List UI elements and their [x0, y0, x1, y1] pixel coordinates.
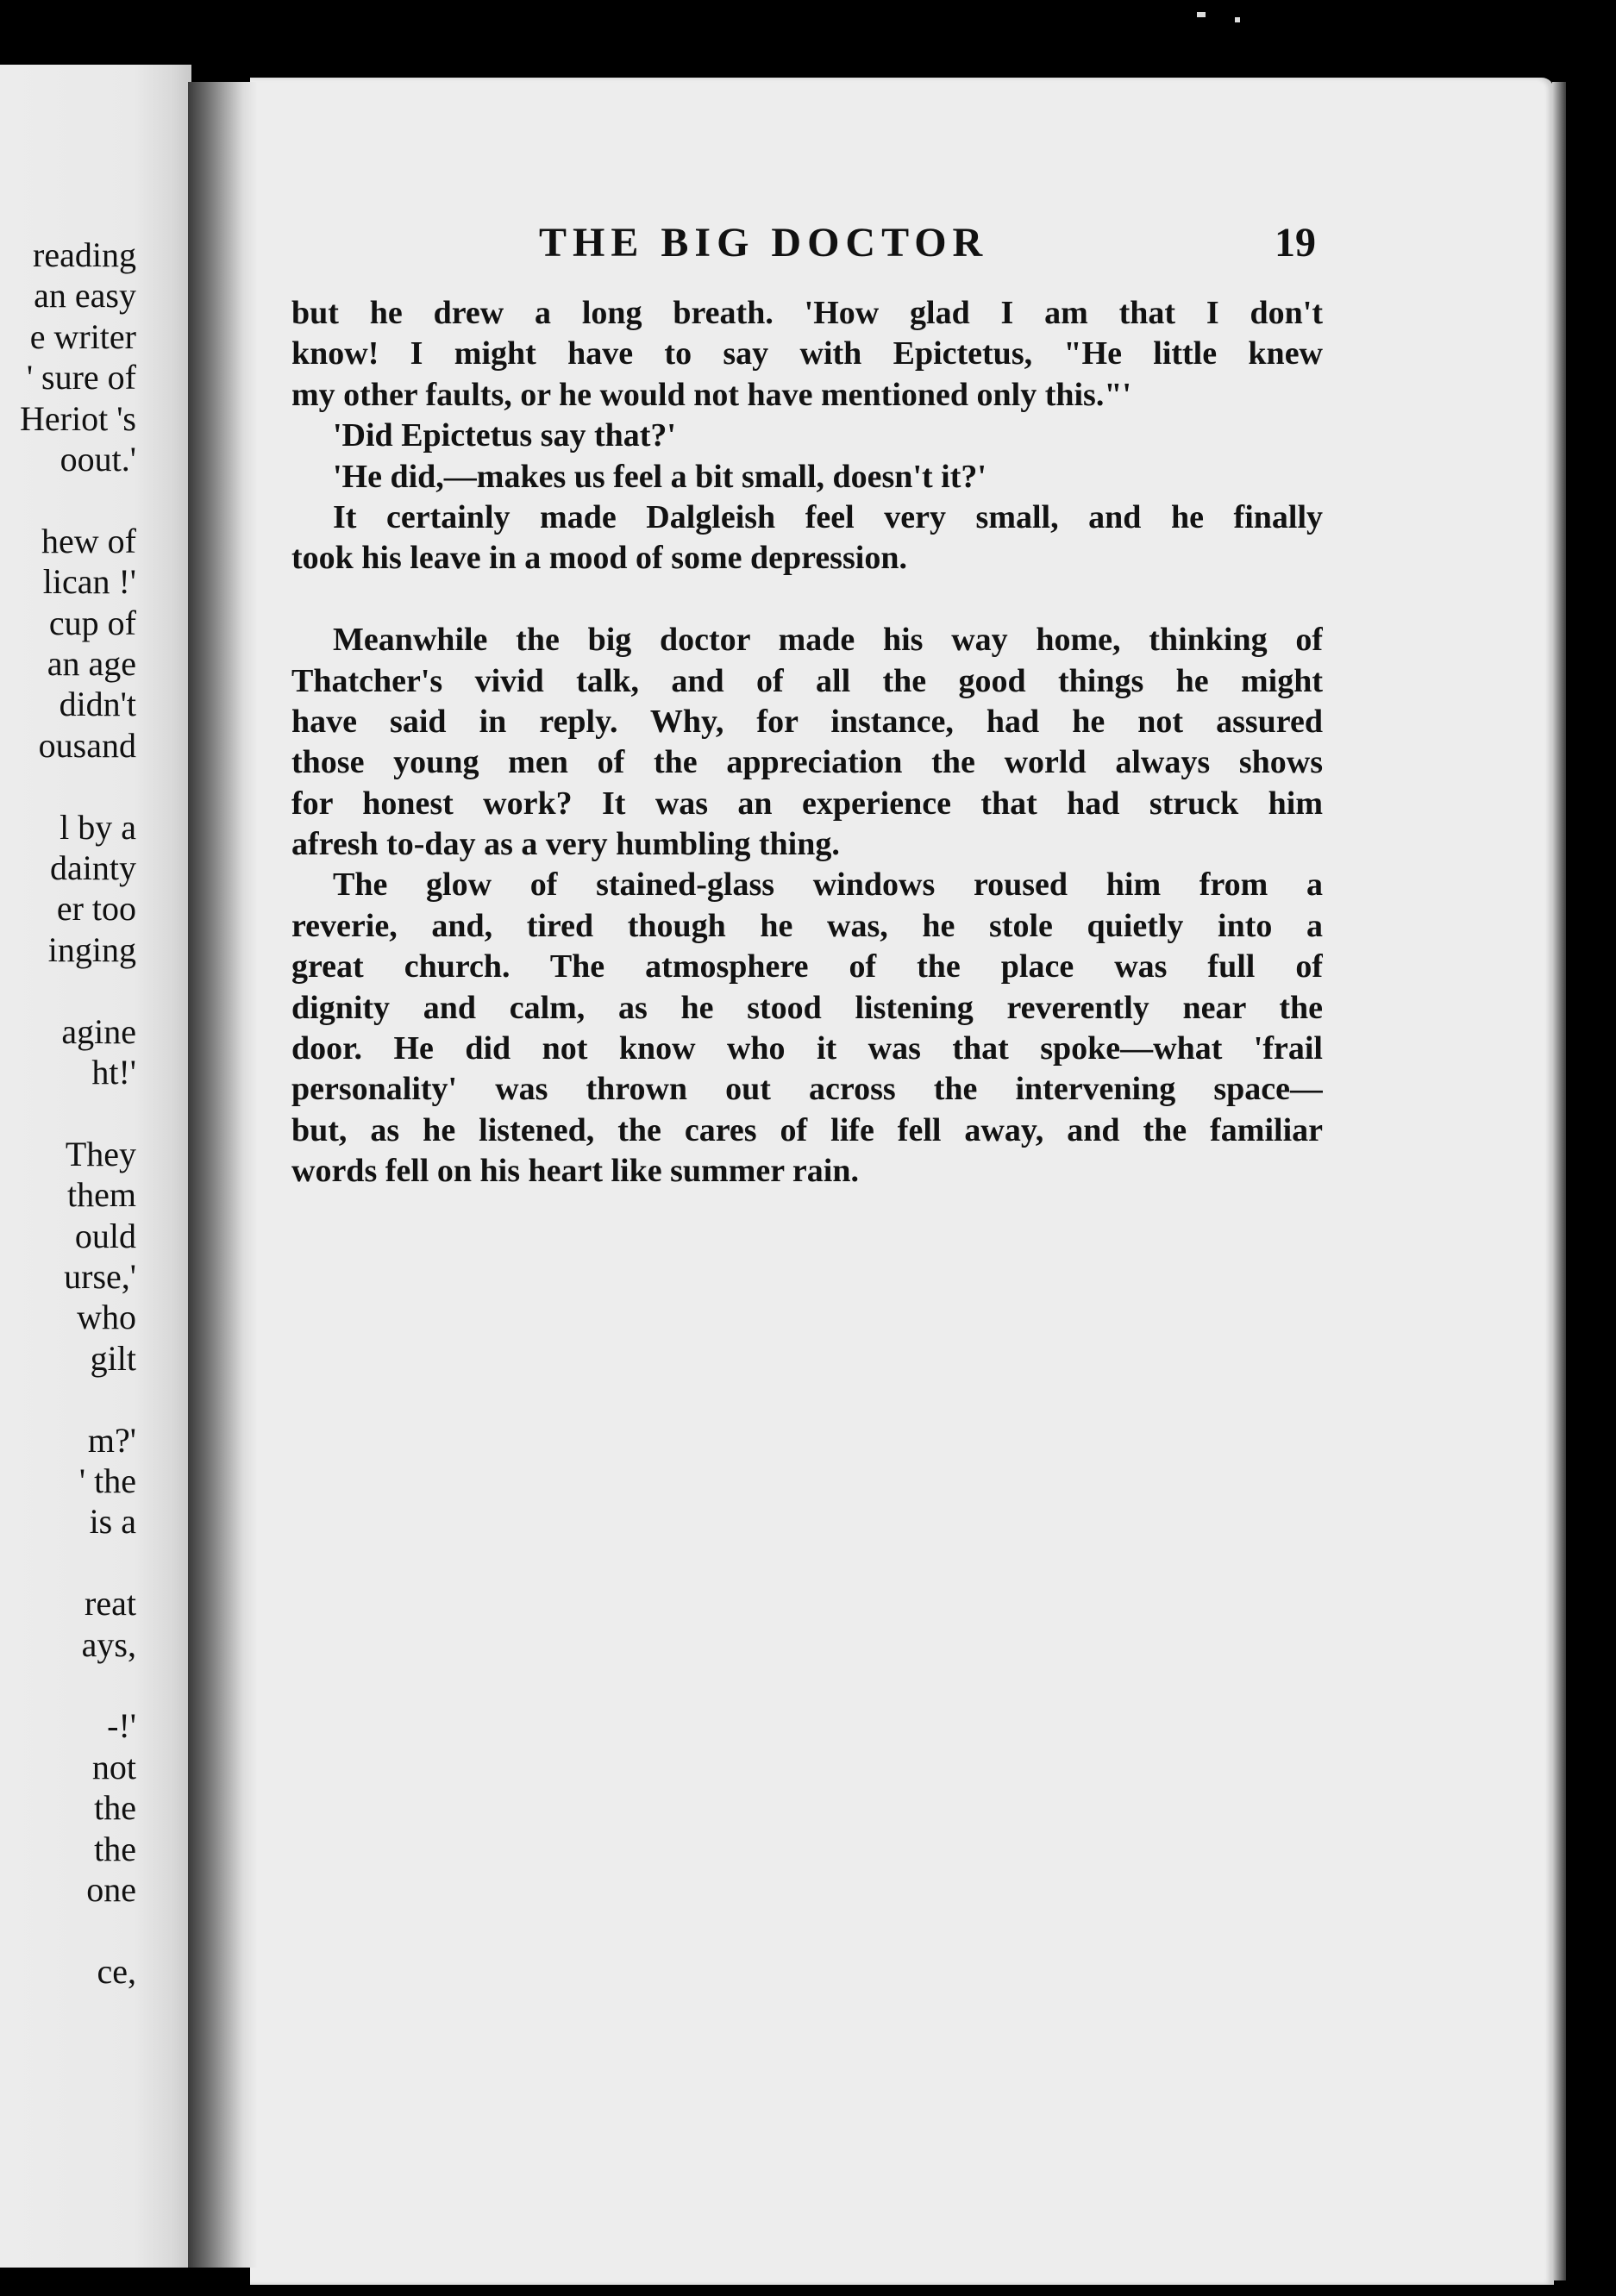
left-page-fragment: gilt	[90, 1338, 136, 1378]
left-page-fragment: not	[91, 1747, 136, 1786]
left-page-fragment: urse,'	[64, 1257, 136, 1296]
left-page-fragment: ould	[74, 1216, 136, 1255]
text-line: door. He did not know who it was that spoke—what 'frail	[291, 1030, 1323, 1067]
text-line: 'He did,—makes us feel a bit small, doesn't it?'	[333, 458, 987, 495]
left-page-fragment: l by a	[60, 807, 136, 847]
text-line: dignity and calm, as he stood listening reverently near the	[291, 989, 1323, 1026]
text-line: reverie, and, tired though he was, he stole quietly into a	[291, 907, 1323, 944]
scan-speck	[1197, 12, 1206, 17]
left-page-fragment: cup of	[48, 603, 136, 642]
left-page-fragment: reat	[85, 1584, 136, 1623]
page-number: 19	[1275, 220, 1316, 266]
section-break	[291, 579, 1323, 620]
text-line: words fell on his heart like summer rain.	[291, 1153, 859, 1190]
left-page-fragment: -!'	[107, 1706, 136, 1746]
running-head: THE BIG DOCTOR	[539, 220, 989, 266]
book-gutter	[188, 82, 257, 2268]
text-line: but he drew a long breath. 'How glad I am that I don't	[291, 295, 1323, 331]
left-page-fragment: ' sure of	[26, 358, 136, 397]
left-page-fragment: ays,	[81, 1624, 136, 1664]
text-line: Meanwhile the big doctor made his way home, thinking of	[333, 622, 1323, 659]
text-line: took his leave in a mood of some depression.	[291, 540, 907, 577]
left-page-fragment: ht!'	[91, 1053, 136, 1092]
left-page-fragment: the	[94, 1829, 136, 1868]
left-page-fragment: reading	[33, 235, 136, 274]
left-page-fragment: e writer	[29, 316, 136, 356]
text-line: afresh to-day as a very humbling thing.	[291, 826, 840, 863]
left-page-fragment: ' the	[78, 1461, 136, 1500]
left-page-fragment: inging	[47, 929, 136, 969]
left-page-fragment: lican !'	[42, 562, 136, 602]
left-page-fragment: oout.'	[60, 440, 136, 479]
text-line: have said in reply. Why, for instance, had he not assured	[291, 703, 1323, 740]
scan-speck	[1235, 17, 1240, 22]
page-body-text	[291, 293, 1323, 1192]
left-page-fragment: ce,	[97, 1951, 136, 1991]
text-line: The glow of stained-glass windows roused him from a	[333, 866, 1323, 904]
text-line: know! I might have to say with Epictetus, "He little knew	[291, 335, 1323, 372]
left-page-fragment: m?'	[87, 1420, 136, 1460]
text-line: my other faults, or he would not have mentioned only this."'	[291, 376, 1131, 413]
left-page-fragment: ousand	[38, 725, 136, 765]
text-line: great church. The atmosphere of the place was full of	[291, 948, 1323, 985]
text-line: Thatcher's vivid talk, and of all the good things he might	[291, 662, 1323, 699]
left-page-fragment: the	[94, 1788, 136, 1828]
text-line: for honest work? It was an experience that had struck him	[291, 785, 1323, 822]
left-page-fragment: agine	[61, 1011, 136, 1051]
left-page-fragment: an age	[47, 644, 136, 683]
page-edge-shadow	[1552, 82, 1566, 2280]
text-line: It certainly made Dalgleish feel very small, and he finally	[333, 498, 1323, 535]
left-page-fragment: who	[77, 1298, 136, 1337]
left-page-fragment: is a	[89, 1502, 136, 1542]
left-page-fragment: didn't	[59, 685, 136, 724]
left-facing-page	[0, 65, 191, 2268]
text-line: 'Did Epictetus say that?'	[333, 417, 676, 454]
text-line: but, as he listened, the cares of life fell away, and the familiar	[291, 1111, 1323, 1148]
left-page-fragment: an easy	[34, 276, 136, 316]
left-page-fragment: Heriot 's	[20, 398, 136, 438]
left-page-fragment: dainty	[50, 848, 136, 887]
left-page-fragment: They	[65, 1134, 136, 1173]
left-page-fragment: them	[67, 1175, 136, 1215]
text-line: personality' was thrown out across the intervening space—	[291, 1071, 1323, 1108]
left-page-fragment: er too	[56, 889, 136, 929]
left-page-fragment: hew of	[41, 521, 136, 560]
left-page-fragment: one	[86, 1870, 136, 1909]
text-line: those young men of the appreciation the world always shows	[291, 744, 1323, 781]
